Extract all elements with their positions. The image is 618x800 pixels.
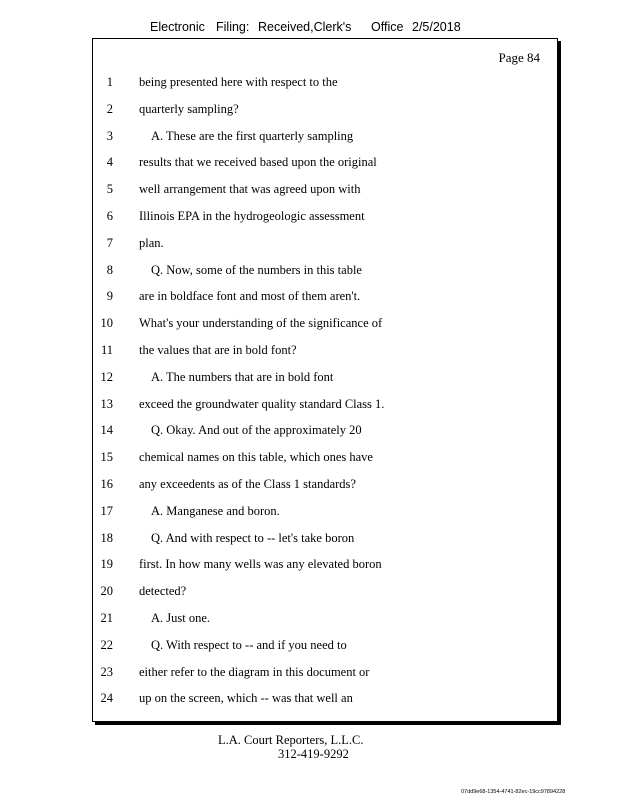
line-text: detected? [139,584,187,599]
line-number: 16 [100,477,113,491]
transcript-line [93,316,557,336]
transcript-line [93,289,557,309]
line-number: 18 [100,530,113,545]
filing-header-received: Received,Clerk's [258,20,352,34]
line-text: quarterly sampling? [139,101,239,116]
reporter-company: L.A. Court Reporters, L.L.C. [218,733,364,747]
line-text: A. The numbers that are in bold font [151,369,334,384]
line-number: 1 [106,75,113,89]
transcript-line [93,182,557,202]
line-text: being presented here with respect to the [139,75,338,89]
transcript-line [93,477,557,497]
transcript-line [93,450,557,470]
line-text: Q. With respect to -- and if you need to [151,637,347,652]
line-number: 7 [106,235,113,250]
reporter-phone: 312-419-9292 [278,747,349,761]
line-text: Illinois EPA in the hydrogeologic assessment [139,209,365,223]
transcript-line [93,638,557,658]
line-text: the values that are in bold font? [139,343,297,357]
transcript-line [93,504,557,524]
line-text: What's your understanding of the significance of [139,316,383,331]
line-text: well arrangement that was agreed upon with [139,182,361,197]
line-number: 10 [100,316,113,331]
transcript-line [93,155,557,175]
line-number: 17 [100,503,113,518]
transcript-line [93,397,557,417]
line-text: plan. [139,235,164,250]
transcript-line [93,75,557,95]
transcript-line [93,209,557,229]
transcript-line [93,665,557,685]
transcript-line [93,236,557,256]
line-text: A. These are the first quarterly sampling [151,128,354,143]
line-text: A. Manganese and boron. [151,503,280,518]
line-number: 11 [100,343,113,357]
transcript-line [93,343,557,363]
filing-header-electronic: Electronic [150,20,205,34]
line-number: 14 [100,423,113,438]
line-text: results that we received based upon the original [139,155,377,170]
transcript-line [93,370,557,390]
transcript-line [93,531,557,551]
line-number: 23 [100,664,113,679]
transcript-line [93,423,557,443]
filing-header-date: 2/5/2018 [412,20,461,34]
line-text: are in boldface font and most of them aren't. [139,289,361,304]
line-number: 21 [100,611,113,625]
line-number: 12 [100,369,113,384]
line-number: 19 [100,557,113,572]
transcript-line [93,557,557,577]
filing-header-filing: Filing: [216,20,250,34]
transcript-line [93,611,557,631]
line-text: any exceedents as of the Class 1 standards? [139,477,356,491]
line-text: Q. Okay. And out of the approximately 20 [151,423,362,438]
line-number: 24 [100,691,113,706]
line-number: 4 [106,155,113,170]
line-number: 20 [100,584,113,599]
transcript-line [93,691,557,711]
line-number: 5 [106,182,113,197]
line-number: 6 [106,209,113,223]
line-text: either refer to the diagram in this document or [139,664,370,679]
line-text: first. In how many wells was any elevated boron [139,557,382,572]
line-text: Q. Now, some of the numbers in this table [151,262,362,277]
line-text: chemical names on this table, which ones have [139,450,373,465]
line-text: Q. And with respect to -- let's take boron [151,530,355,545]
transcript-line [93,102,557,122]
line-number: 8 [106,262,113,277]
transcript-line [93,263,557,283]
document-id: 07dd9e68-1354-4741-82ec-19cc97894228 [461,789,566,795]
transcript-page [92,38,558,722]
line-number: 9 [106,289,113,304]
filing-header-office: Office [371,20,404,34]
line-text: A. Just one. [151,611,211,625]
line-text: up on the screen, which -- was that well an [139,691,353,706]
line-number: 22 [100,637,113,652]
transcript-line [93,129,557,149]
filing-header [150,20,461,34]
line-number: 2 [106,101,113,116]
line-text: exceed the groundwater quality standard Class 1. [139,396,385,411]
line-number: 3 [106,128,113,143]
line-number: 15 [100,450,113,465]
line-number: 13 [100,396,113,411]
page-number: Page 84 [498,50,540,65]
transcript-line [93,584,557,604]
